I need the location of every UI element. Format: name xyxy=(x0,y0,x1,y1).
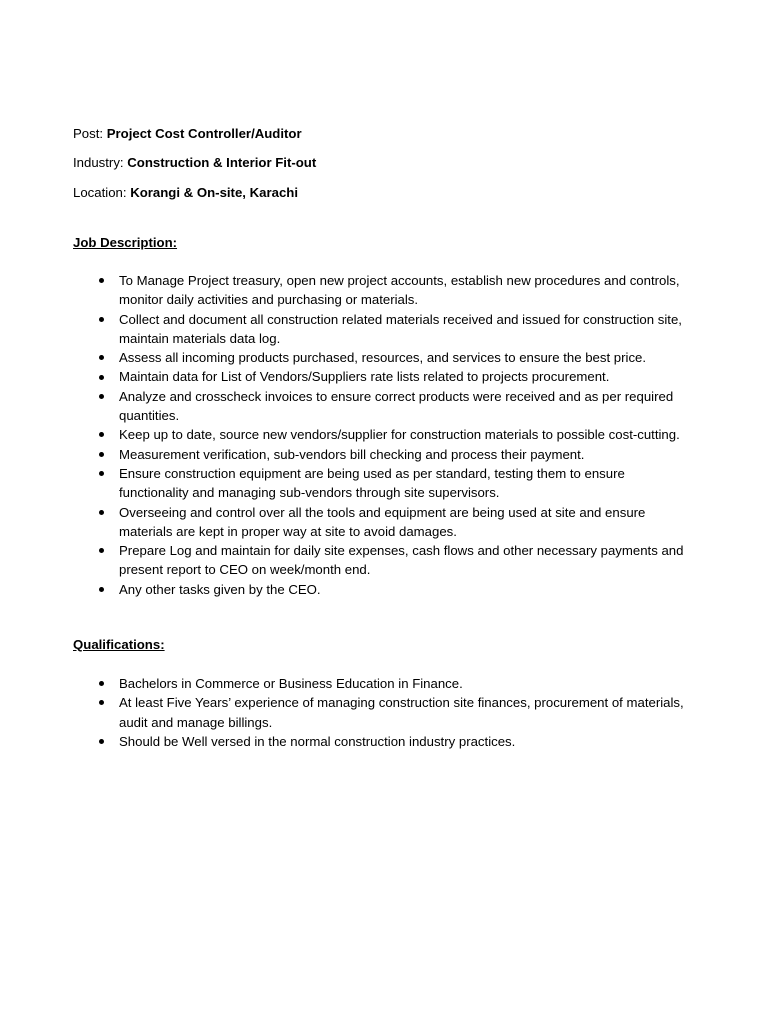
list-item-text: Prepare Log and maintain for daily site expenses, cash flows and other necessary payments and present report to CEO on week/month end. xyxy=(119,543,684,578)
list-item-text: Bachelors in Commerce or Business Education in Finance. xyxy=(119,676,463,691)
list-item-text: Measurement verification, sub-vendors bill checking and process their payment. xyxy=(119,446,585,462)
list-item-text: Keep up to date, source new vendors/supplier for construction materials to possible cost-cutting. xyxy=(119,427,680,443)
list-item-text: Any other tasks given by the CEO. xyxy=(119,581,321,597)
list-item xyxy=(0,464,685,503)
location-label: Location: xyxy=(73,185,131,200)
bullet-icon xyxy=(97,425,105,444)
list-item xyxy=(0,580,685,599)
bullet-icon xyxy=(97,271,105,290)
list-item xyxy=(0,445,685,464)
list-item xyxy=(0,387,685,426)
bullet-icon xyxy=(97,732,105,751)
job-description-list xyxy=(0,271,768,599)
list-item-text: Overseeing and control over all the tools and equipment are being used at site and ensure materials are kept in proper way at site to avoid damages. xyxy=(119,504,646,539)
bullet-icon xyxy=(97,503,105,522)
post-value: Project Cost Controller/Auditor xyxy=(106,126,302,141)
list-item xyxy=(0,693,685,732)
list-item xyxy=(0,541,685,580)
qualifications-heading: Qualifications: xyxy=(73,637,165,652)
post-line xyxy=(73,124,302,143)
bullet-icon xyxy=(97,310,105,329)
industry-value: Construction & Interior Fit-out xyxy=(127,155,317,170)
list-item xyxy=(0,367,685,386)
list-item-text: To Manage Project treasury, open new project accounts, establish new procedures and controls, monitor daily activities and purchasing or materials. xyxy=(119,273,680,308)
bullet-icon xyxy=(97,580,105,599)
industry-line xyxy=(73,153,316,172)
list-item-text: Assess all incoming products purchased, resources, and services to ensure the best price. xyxy=(119,350,647,366)
list-item-text: Maintain data for List of Vendors/Suppliers rate lists related to projects procurement. xyxy=(119,369,610,385)
bullet-icon xyxy=(97,348,105,367)
bullet-icon xyxy=(97,693,105,712)
location-value: Korangi & On-site, Karachi xyxy=(130,185,298,200)
bullet-icon xyxy=(97,674,105,693)
bullet-icon xyxy=(97,367,105,386)
bullet-icon xyxy=(97,445,105,464)
bullet-icon xyxy=(97,541,105,560)
industry-label: Industry: xyxy=(73,155,128,170)
list-item-text: Analyze and crosscheck invoices to ensure correct products were received and as per required quantities. xyxy=(119,388,674,424)
list-item xyxy=(0,732,685,751)
list-item xyxy=(0,425,685,444)
qualifications-list xyxy=(0,674,768,751)
list-item xyxy=(0,503,685,542)
location-line xyxy=(73,183,298,202)
list-item-text: Should be Well versed in the normal construction industry practices. xyxy=(119,733,516,749)
list-item-text: At least Five Years’ experience of managing construction site finances, procurement of materials, audit and manage billings. xyxy=(119,695,684,730)
job-description-heading: Job Description: xyxy=(73,235,178,250)
list-item-text: Collect and document all construction related materials received and issued for construction site, maintain materials data log. xyxy=(119,311,682,346)
bullet-icon xyxy=(97,464,105,483)
list-item xyxy=(0,348,685,367)
list-item-text: Ensure construction equipment are being used as per standard, testing them to ensure functionality and managing sub-vendors through site supervisors. xyxy=(119,465,625,501)
list-item xyxy=(0,674,685,693)
list-item xyxy=(0,310,685,349)
post-label: Post: xyxy=(73,126,107,141)
list-item xyxy=(0,271,685,310)
bullet-icon xyxy=(97,387,105,406)
